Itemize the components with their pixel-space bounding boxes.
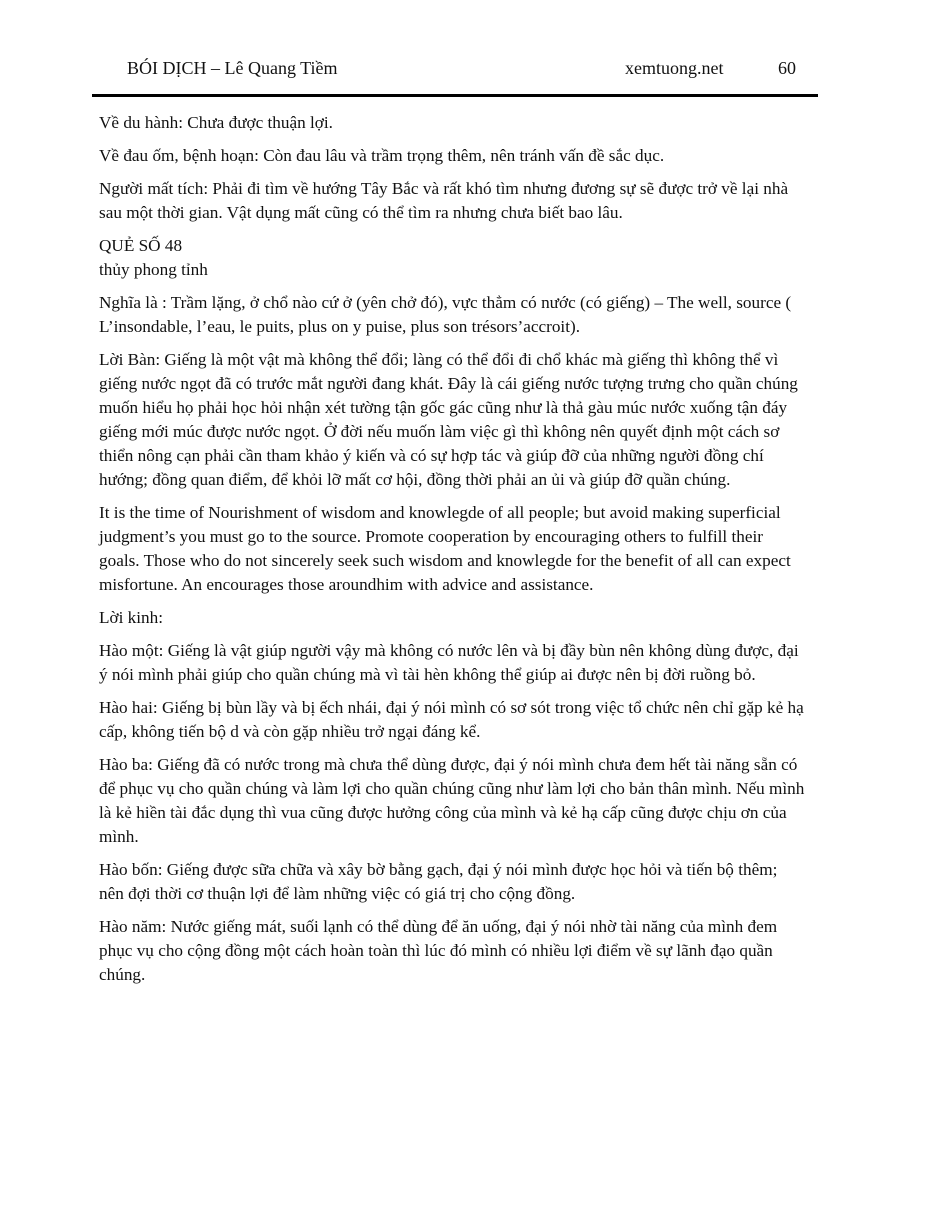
paragraph-line-four: Hào bốn: Giếng được sữa chữa và xây bờ bằng gạch, đại ý nói mình được học hỏi và tiến bộ thêm; nên đợi thời cơ thuận lợi để làm những việc có giá trị cho cộng đồng. xyxy=(99,860,778,903)
header-page-number: 60 xyxy=(778,58,796,78)
paragraph-meaning: Nghĩa là : Trầm lặng, ở chổ nào cứ ở (yên chở đó), vực thẳm có nước (có giếng) – The well, source ( L’insondable, l’eau, le puits, plus on y puise, plus son trésors’accroit). xyxy=(99,293,792,336)
paragraph-line-three: Hào ba: Giếng đã có nước trong mà chưa thể dùng được, đại ý nói mình chưa đem hết tài năng sẵn có để phục vụ cho quần chúng và làm lợi cho quần chúng cũng như làm lợi cho bản thân mình. Nếu mình là kẻ hiền tài đắc dụng thì vua cũng được hưởng công của mình và kẻ hạ cấp cũng được chịu ơn của mình. xyxy=(99,755,805,846)
hexagram-heading: QUẺ SỐ 48 xyxy=(99,236,183,255)
paragraph-illness: Về đau ốm, bệnh hoạn: Còn đau lâu và trầm trọng thêm, nên tránh vấn đề sắc dục. xyxy=(99,146,665,165)
paragraph-english-commentary: It is the time of Nourishment of wisdom and knowlegde of all people; but avoid making superficial judgment’s you must go to the source. Promote cooperation by encouraging others to fulfill their goals. Those who do not sincerely seek such wisdom and knowlegde for the benefit of all can expect misfortune. An encourages those aroundhim with advice and assistance. xyxy=(99,503,791,594)
paragraph-line-one: Hào một: Giếng là vật giúp người vậy mà không có nước lên và bị đầy bùn nên không dùng được, đại ý nói mình phải giúp cho quần chúng mà vì tài hèn không thể giúp ai được nên bị đời ruồng bỏ. xyxy=(99,641,799,684)
paragraph-missing-person: Người mất tích: Phải đi tìm về hướng Tây Bắc và rất khó tìm nhưng đương sự sẽ được trở về lại nhà sau một thời gian. Vật dụng mất cũng có thể tìm ra nhưng chưa biết bao lâu. xyxy=(99,179,789,222)
header-book-title: BÓI DỊCH – Lê Quang Tiềm xyxy=(127,58,338,78)
paragraph-scripture-heading: Lời kinh: xyxy=(99,608,163,627)
paragraph-commentary: Lời Bàn: Giếng là một vật mà không thể đổi; làng có thể đổi đi chổ khác mà giếng thì không thể vì giếng nước ngọt đã có trước mắt người đang khát. Đây là cái giếng nước tượng trưng cho quần chúng muốn hiểu họ phải học hỏi nhận xét tường tận gốc gác cũng như là thả gàu múc nước xuống tận đáy giếng mới múc được nước ngọt. Ở đời nếu muốn làm việc gì thì không nên quyết định một cách sơ thiển nông cạn phải cần tham khảo ý kiến và có sự hợp tác và giúp đỡ của những người đồng chí hướng; đồng quan điểm, để khỏi lỡ mất cơ hội, đồng thời phải an ủi và giúp đỡ quần chúng. xyxy=(99,350,798,489)
header-divider xyxy=(92,94,818,97)
hexagram-name: thủy phong tỉnh xyxy=(99,260,208,279)
header-website: xemtuong.net xyxy=(625,58,724,78)
paragraph-line-five: Hào năm: Nước giếng mát, suối lạnh có thể dùng để ăn uống, đại ý nói nhờ tài năng của mình đem phục vụ cho cộng đồng một cách hoàn toàn thì lúc đó mình có nhiều lợi điểm về sự lãnh đạo quần chúng. xyxy=(99,917,778,984)
paragraph-travel: Về du hành: Chưa được thuận lợi. xyxy=(99,113,333,132)
page-header xyxy=(0,0,935,98)
paragraph-line-two: Hào hai: Giếng bị bùn lầy và bị ếch nhái, đại ý nói mình có sơ sót trong việc tổ chức nên chỉ gặp kẻ hạ cấp, không tiến bộ d và còn gặp nhiều trở ngại đáng kể. xyxy=(99,698,804,741)
document-body xyxy=(99,111,805,996)
